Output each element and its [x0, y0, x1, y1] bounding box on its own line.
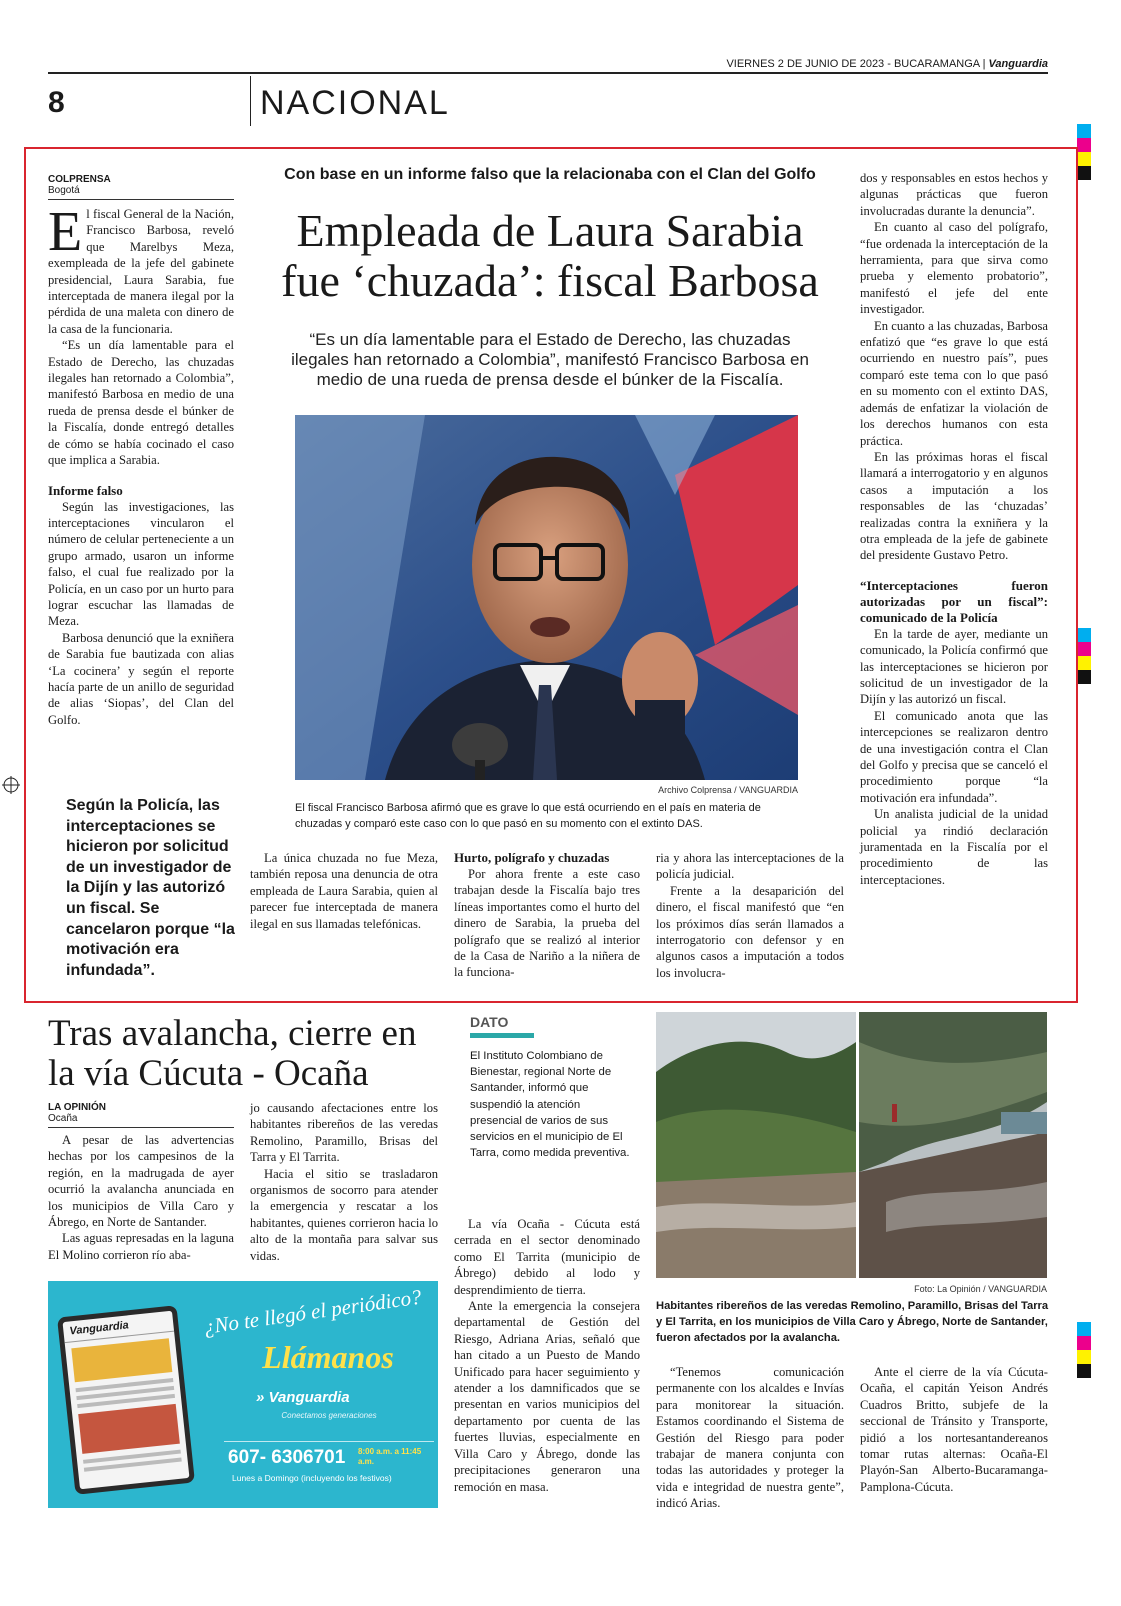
- paragraph: [48, 201, 234, 337]
- ad-brand: » Vanguardia: [256, 1389, 350, 1406]
- paragraph: El comunicado anota que las intercepciones se realizaron dentro de una investigación contra el Clan del Golfo y precisa que se canceló el procedimiento porque “la motivación era infundada”.: [860, 708, 1048, 805]
- second-headline: [48, 1014, 448, 1094]
- paragraph: La única chuzada no fue Meza, también reposa una denuncia de otra empleada de Laura Sarabia, quien al parecer fue interceptada de manera ilegal en sus llamadas telefónicas.: [250, 851, 438, 931]
- byline: [48, 174, 234, 196]
- header-separator: [250, 76, 251, 126]
- byline-agency: COLPRENSA: [48, 174, 111, 185]
- subscription-ad[interactable]: [48, 1281, 438, 1508]
- main-column-5: [860, 170, 1048, 888]
- main-column-2: [250, 850, 438, 932]
- color-bar-middle: [1077, 628, 1091, 684]
- ad-brand-text: Vanguardia: [268, 1389, 350, 1406]
- paragraph: En las próximas horas el fiscal llamará a interrogatorio y en algunos casos a imputación a los responsables de las ‘chuzadas’ realizadas contra la exniñera y la otra empleada de la jefe de gabinete del presidente Gustavo Petro.: [860, 449, 1048, 563]
- paragraph: Un analista judicial de la unidad policial ya rindió declaración juramentada en la Fiscalía por el procedimiento de las interceptaciones.: [860, 807, 1048, 887]
- paragraph: La vía Ocaña - Cúcuta está cerrada en el sector denominado como El Tarrita (municipio de Ábrego) debido al lodo y desprendimiento de tierra.: [454, 1217, 640, 1297]
- paragraph: “Es un día lamentable para el Estado de Derecho, las chuzadas ilegales han retornado a Colombia”, manifestó Barbosa en medio de una rueda de prensa desde el búnker de la Fiscalía, donde entregó detalles de cómo se había cocinado el caso que implica a Sarabia.: [48, 338, 234, 468]
- color-bar-bottom: [1077, 1322, 1091, 1378]
- paragraph: Barbosa denunció que la exniñera de Sarabia fue bautizada con alias ‘La cocinera’ y según el reporte hacía parte de un anillo de seguridad de alias ‘Siopas’, del Clan del Golfo.: [48, 630, 234, 727]
- photo-caption: Habitantes ribereños de las veredas Remolino, Paramillo, Brisas del Tarra y El Tarrita, en los municipios de Villa Caro y Ábrego, Norte de Santander, fueron afectados por la avalancha.: [656, 1300, 1049, 1344]
- headline-line-2: fue ‘chuzada’: fiscal Barbosa: [281, 255, 819, 306]
- paragraph: En la tarde de ayer, mediante un comunicado, la Policía confirmó que las interceptaciones se hicieron por solicitud de un investigador de la Dijín y las autorizó un fiscal.: [860, 626, 1048, 707]
- mini-paper-image: [71, 1338, 172, 1382]
- ad-headline: ¿No te llegó el periódico?: [202, 1284, 423, 1339]
- ad-tagline: Conectamos generaciones: [281, 1411, 377, 1420]
- color-bar-top: [1077, 124, 1091, 180]
- second-column-1: [48, 1102, 234, 1263]
- paragraph: dos y responsables en estos hechos y algunas prácticas que fueron involucradas durante la denuncia”.: [860, 171, 1048, 218]
- paragraph: “Tenemos comunicación permanente con los alcaldes e Invías para monitorear la situación. Estamos coordinando el Sistema de Gestión del Riesgo para poder trabajar de manera conjunta con todas las autoridades y proteger la vida e integridad de nuestra gente”, indicó Arias.: [656, 1365, 844, 1511]
- paragraph: jo causando afectaciones entre los habitantes ribereños de las veredas Remolino, Paramillo, Brisas del Tarra y El Tarrita.: [250, 1101, 438, 1165]
- page-number: 8: [48, 86, 65, 119]
- paragraph: Hacia el sitio se trasladaron organismos de socorro para atender la emergencia y rescatar a los habitantes, quienes corrieron hacia lo alto de la montaña para salvar sus vidas.: [250, 1166, 438, 1263]
- main-column-1: [48, 174, 234, 728]
- section-title: NACIONAL: [260, 84, 450, 122]
- paragraph: En cuanto al caso del polígrafo, “fue ordenada la interceptación de la herramienta, para que sirva como prueba y elemento probatorio”, manifestó el jefe del ente investigador.: [860, 220, 1048, 317]
- paragraph: Ante el cierre de la vía Cúcuta-Ocaña, el capitán Yeison Andrés Cuadros Britto, subjefe de la seccional de Tránsito y Transporte, pidió a los nortesantandereanos tomar rutas alternas: Ocaña-El Playón-San Alberto-Bucaramanga-Pamplona-Cúcuta.: [860, 1365, 1048, 1494]
- speaker-photo-illustration: [295, 415, 798, 780]
- second-column-4: [656, 1364, 844, 1512]
- header-rule: [48, 72, 1048, 74]
- brand-name: Vanguardia: [988, 58, 1048, 70]
- byline-agency: LA OPINIÓN: [48, 1102, 106, 1113]
- byline-rule: [48, 199, 234, 200]
- photo-credit: Foto: La Opinión / VANGUARDIA: [914, 1284, 1047, 1294]
- dato-text: El Instituto Colombiano de Bienestar, regional Norte de Santander, informó que suspendió la atención presencial de varios de sus servicios en el municipio de El Tarra, como medida preventiva.: [470, 1050, 630, 1160]
- paragraph: Las aguas represadas en la laguna El Molino corrieron río aba-: [48, 1231, 234, 1262]
- ad-call-to-action: Llámanos: [262, 1339, 394, 1375]
- mini-paper-title: Vanguardia: [63, 1311, 175, 1343]
- photo-credit: Archivo Colprensa / VANGUARDIA: [658, 785, 798, 795]
- ad-hours: 8:00 a.m. a 11:45 a.m.: [358, 1447, 422, 1466]
- second-column-2: [250, 1100, 438, 1264]
- mini-paper-image: [78, 1404, 180, 1454]
- headline-line-2: la vía Cúcuta - Ocaña: [48, 1053, 369, 1094]
- main-column-4: [656, 850, 844, 981]
- headline: [250, 206, 850, 306]
- paragraph: En cuanto a las chuzadas, Barbosa enfatizó que “es grave lo que está ocurriendo en nuestro país”, pues comparó este tema con lo que pasó en su momento con el extinto DAS, además de enfatizar la violación de los derechos humanos con esta práctica.: [860, 318, 1048, 448]
- ad-days: Lunes a Domingo (incluyendo los festivos): [232, 1473, 392, 1483]
- dato-accent-bar: [470, 1033, 534, 1038]
- pull-quote: Según la Policía, las interceptaciones se hicieron por solicitud de un investigador de la Dijín y las autorizó un fiscal. Se cancelaron porque “la motivación era infundada”.: [66, 797, 235, 979]
- byline-city: Bogotá: [48, 185, 80, 196]
- dato-label: DATO: [470, 1014, 509, 1030]
- avalanche-photo-illustration: [656, 1012, 1047, 1278]
- photo-caption: El fiscal Francisco Barbosa afirmó que es grave lo que está ocurriendo en el país en materia de chuzadas y comparó este caso con lo que pasó en su momento con el extinto DAS.: [295, 802, 761, 830]
- news-photo-avalanche: [656, 1012, 1047, 1278]
- section-subhead: Hurto, polígrafo y chuzadas: [454, 850, 610, 865]
- second-column-5: [860, 1364, 1048, 1495]
- byline-city: Ocaña: [48, 1113, 78, 1124]
- news-photo-speaker: [295, 415, 798, 780]
- byline-rule: [48, 1127, 234, 1128]
- paragraph-text: l fiscal General de la Nación, Francisco Barbosa, reveló que Marelbys Meza, exempleada de la jefe del gabinete presidencial, Laura Sarabia, fue interceptada de manera ilegal por la pérdida de una maleta con dinero de la casa de la funcionaria.: [48, 207, 234, 336]
- paragraph: Por ahora frente a este caso trabajan desde la Fiscalía bajo tres líneas importantes como el hurto del dinero de Sarabia, la prueba del polígrafo que se realizó al interior de la Casa de Nariño a la niñera de la funciona-: [454, 867, 640, 980]
- paragraph: Ante la emergencia la consejera departamental de Gestión del Riesgo, Adriana Arias, señaló que han citado a un Puesto de Mando Unificado para hacer seguimiento y atender a los damnificados que se presentan en varios municipios del departamento por cuenta de las fuertes lluvias, especialmente en Villa Caro y Ábrego, donde las precipitaciones generaron una remoción en masa.: [454, 1299, 640, 1494]
- paragraph: A pesar de las advertencias hechas por los campesinos de la región, en la madrugada de ayer ocurrió la avalancha anunciada en los municipios de Villa Caro y Ábrego, en Norte de Santander.: [48, 1133, 234, 1230]
- paragraph: Según las investigaciones, las interceptaciones vincularon el número de celular perteneciente a un grupo armado, usaron un informe falso, el cual fue realizado por la Policía, en un caso por un hurto para lograr escuchar las llamadas de Meza.: [48, 499, 234, 629]
- deck: “Es un día lamentable para el Estado de Derecho, las chuzadas ilegales han retornado a Colombia”, manifestó Francisco Barbosa en medio de una rueda de prensa desde el búnker de la Fiscalía.: [291, 330, 809, 389]
- ad-phone[interactable]: 607- 6306701: [228, 1447, 346, 1468]
- kicker: Con base en un informe falso que la relacionaba con el Clan del Golfo: [284, 166, 816, 183]
- registration-mark-icon: [2, 776, 20, 794]
- section-subhead: “Interceptaciones fueron autorizadas por un fiscal”: comunicado de la Policía: [860, 577, 1048, 625]
- tablet-illustration: [57, 1305, 195, 1495]
- second-column-3: [454, 1216, 640, 1495]
- drop-cap: E: [48, 201, 83, 263]
- headline-line-1: Tras avalancha, cierre en: [48, 1013, 417, 1054]
- headline-line-1: Empleada de Laura Sarabia: [296, 205, 804, 256]
- dateline: [640, 58, 1048, 70]
- main-column-3: [454, 850, 640, 981]
- paragraph: Frente a la desaparición del dinero, el fiscal manifestó que “en los próximos días serán llamados a interrogatorio con defensor y en algunos casos a imputación a todos los involucra-: [656, 883, 844, 980]
- byline: [48, 1102, 234, 1124]
- paragraph: ria y ahora las interceptaciones de la policía judicial.: [656, 851, 844, 882]
- section-subhead: Informe falso: [48, 482, 123, 498]
- date-text: VIERNES 2 DE JUNIO DE 2023 - BUCARAMANGA |: [726, 58, 986, 70]
